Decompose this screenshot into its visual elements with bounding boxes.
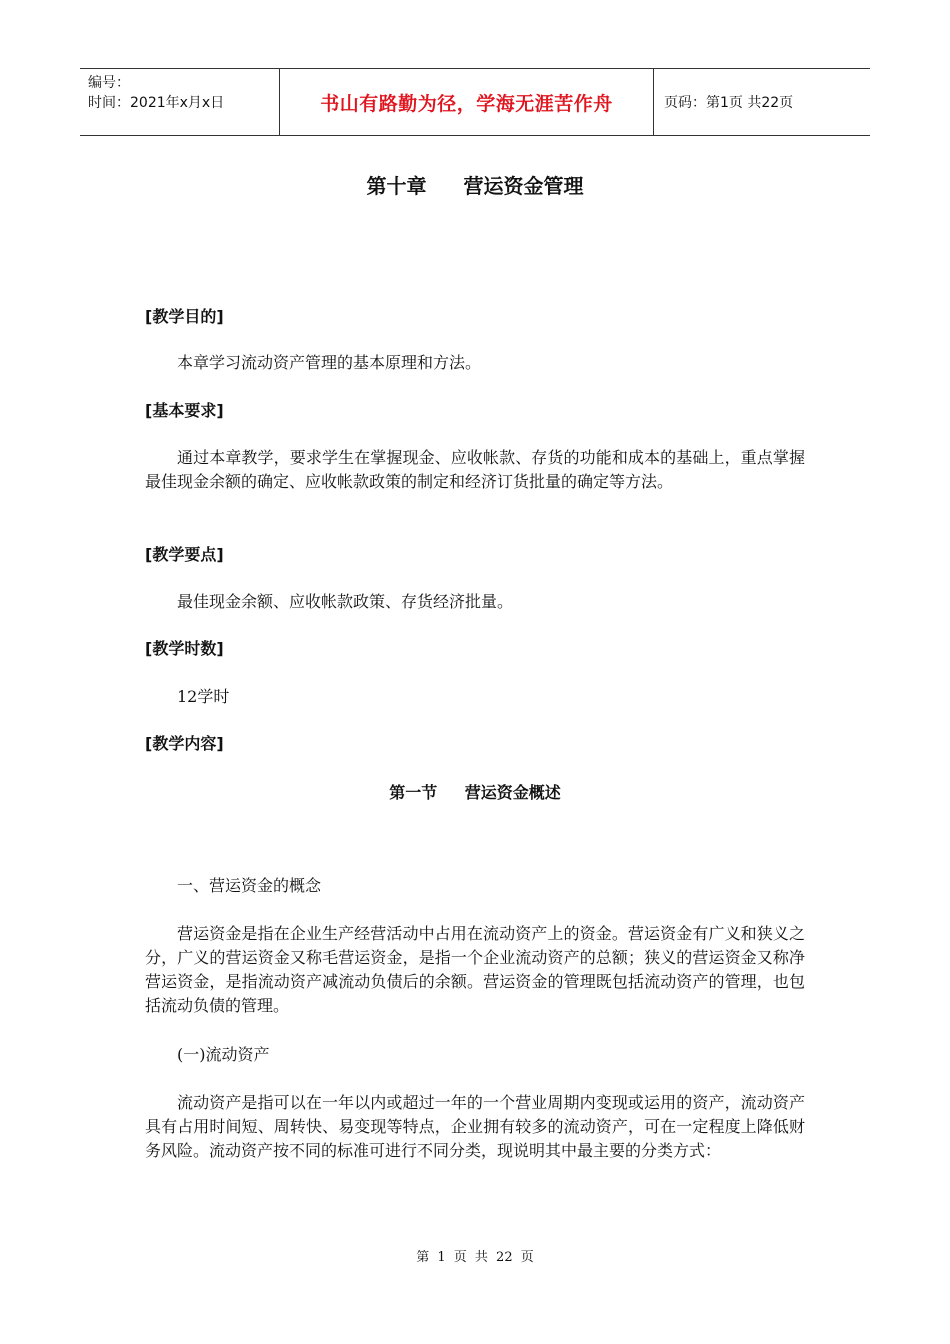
- hours-heading: [教学时数]: [145, 639, 224, 658]
- number-label: 编号：: [88, 75, 130, 91]
- hours-text: 12学时: [177, 687, 230, 706]
- paragraph-concept: 营运资金是指在企业生产经营活动中占用在流动资产上的资金。营运资金有广义和狭义之分，广义的营运资金又称毛营运资金，是指一个企业流动资产的总额；狭义的营运资金又称净营运资金，是指流动资产减流动负债后的余额。营运资金的管理既包括流动资产的管理，也包括流动负债的管理。: [145, 924, 805, 1015]
- time-label: 时间：2021年x月x日: [88, 95, 225, 111]
- chapter-title: 第十章 营运资金管理: [366, 174, 584, 198]
- section-title: 第一节 营运资金概述: [389, 783, 561, 802]
- item-concept: 一、营运资金的概念: [177, 876, 322, 895]
- page-label: 页码：第1页 共22页: [664, 95, 794, 111]
- paragraph-current-assets: 流动资产是指可以在一年以内或超过一年的一个营业周期内变现或运用的资产，流动资产具有占用时间短、周转快、易变现等特点，企业拥有较多的流动资产，可在一定程度上降低财务风险。流动资产按不同的标准可进行不同分类，现说明其中最主要的分类方式：: [145, 1093, 805, 1160]
- motto: 书山有路勤为径，学海无涯苦作舟: [320, 92, 613, 115]
- header-meta: [80, 69, 280, 135]
- requirement-text: 通过本章教学，要求学生在掌握现金、应收帐款、存货的功能和成本的基础上，重点掌握最佳现金余额的确定、应收帐款政策的制定和经济订货批量的确定等方法。: [145, 448, 805, 491]
- purpose-heading: [教学目的]: [145, 307, 224, 326]
- requirement-heading: [基本要求]: [145, 401, 224, 420]
- keypoints-text: 最佳现金余额、应收帐款政策、存货经济批量。: [177, 592, 514, 611]
- header-table: [80, 68, 870, 136]
- page-footer: 第 1 页 共 22 页: [416, 1250, 534, 1265]
- header-motto-cell: [280, 69, 654, 135]
- content-heading: [教学内容]: [145, 734, 224, 753]
- item-current-assets: (一)流动资产: [177, 1045, 270, 1064]
- keypoints-heading: [教学要点]: [145, 545, 224, 564]
- purpose-text: 本章学习流动资产管理的基本原理和方法。: [177, 353, 482, 372]
